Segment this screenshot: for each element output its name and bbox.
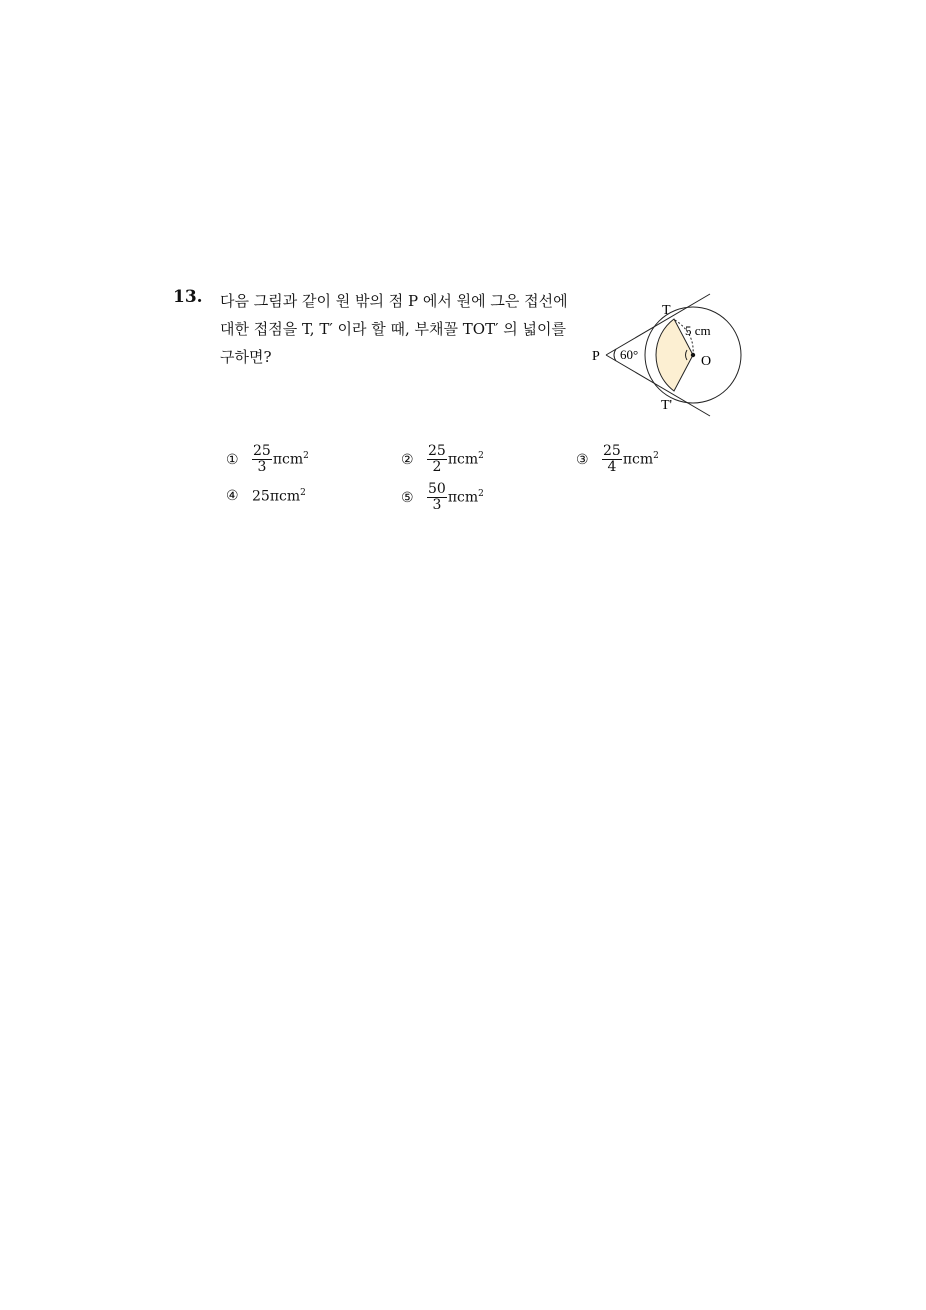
question-line-3: 구하면?: [220, 348, 272, 366]
choice-fraction: [427, 444, 447, 475]
choice-fraction: [427, 482, 447, 513]
choice-3[interactable]: [576, 444, 659, 475]
choice-1[interactable]: [226, 444, 309, 475]
choice-unit: πcm$^2$: [272, 451, 309, 468]
label-P: P: [592, 349, 600, 364]
numerator: 25: [603, 443, 621, 459]
choice-mark: ②: [401, 451, 414, 468]
label-O: O: [701, 354, 712, 369]
question-line-1: 다음 그림과 같이 원 밖의 점 P 에서 원에 그은 접선에: [220, 292, 568, 310]
choice-2[interactable]: [401, 444, 484, 475]
label-T-prime: T': [661, 398, 673, 413]
choice-unit: πcm$^2$: [622, 451, 659, 468]
numerator: 25: [253, 443, 271, 459]
choice-mark: ①: [226, 451, 239, 468]
denominator: 4: [607, 459, 617, 475]
choice-text: 25πcm$^2$: [252, 488, 306, 505]
choice-fraction: [602, 444, 622, 475]
angle-label: 60°: [620, 347, 639, 362]
choice-unit: πcm$^2$: [447, 489, 484, 506]
choice-mark: ④: [226, 488, 239, 505]
choice-mark: ③: [576, 451, 589, 468]
question-line-2: 대한 접점을 T, T′ 이라 할 때, 부채꼴 TOT′ 의 넓이를: [220, 320, 566, 338]
denominator: 3: [257, 459, 267, 475]
center-point: [691, 353, 695, 357]
denominator: 2: [432, 459, 442, 475]
label-T: T: [662, 303, 671, 318]
choice-mark: ⑤: [401, 489, 414, 506]
choice-4[interactable]: [226, 488, 306, 505]
tangent-circle-figure: [585, 288, 750, 423]
denominator: 3: [432, 497, 442, 513]
choice-unit: πcm$^2$: [447, 451, 484, 468]
question-text: [220, 287, 580, 371]
question-number: 13.: [173, 287, 203, 307]
choice-5[interactable]: [401, 482, 484, 513]
choice-fraction: [252, 444, 272, 475]
numerator: 25: [428, 443, 446, 459]
numerator: 50: [428, 481, 446, 497]
radius-label: 5 cm: [685, 323, 711, 338]
angle-arc-P: [614, 349, 616, 361]
